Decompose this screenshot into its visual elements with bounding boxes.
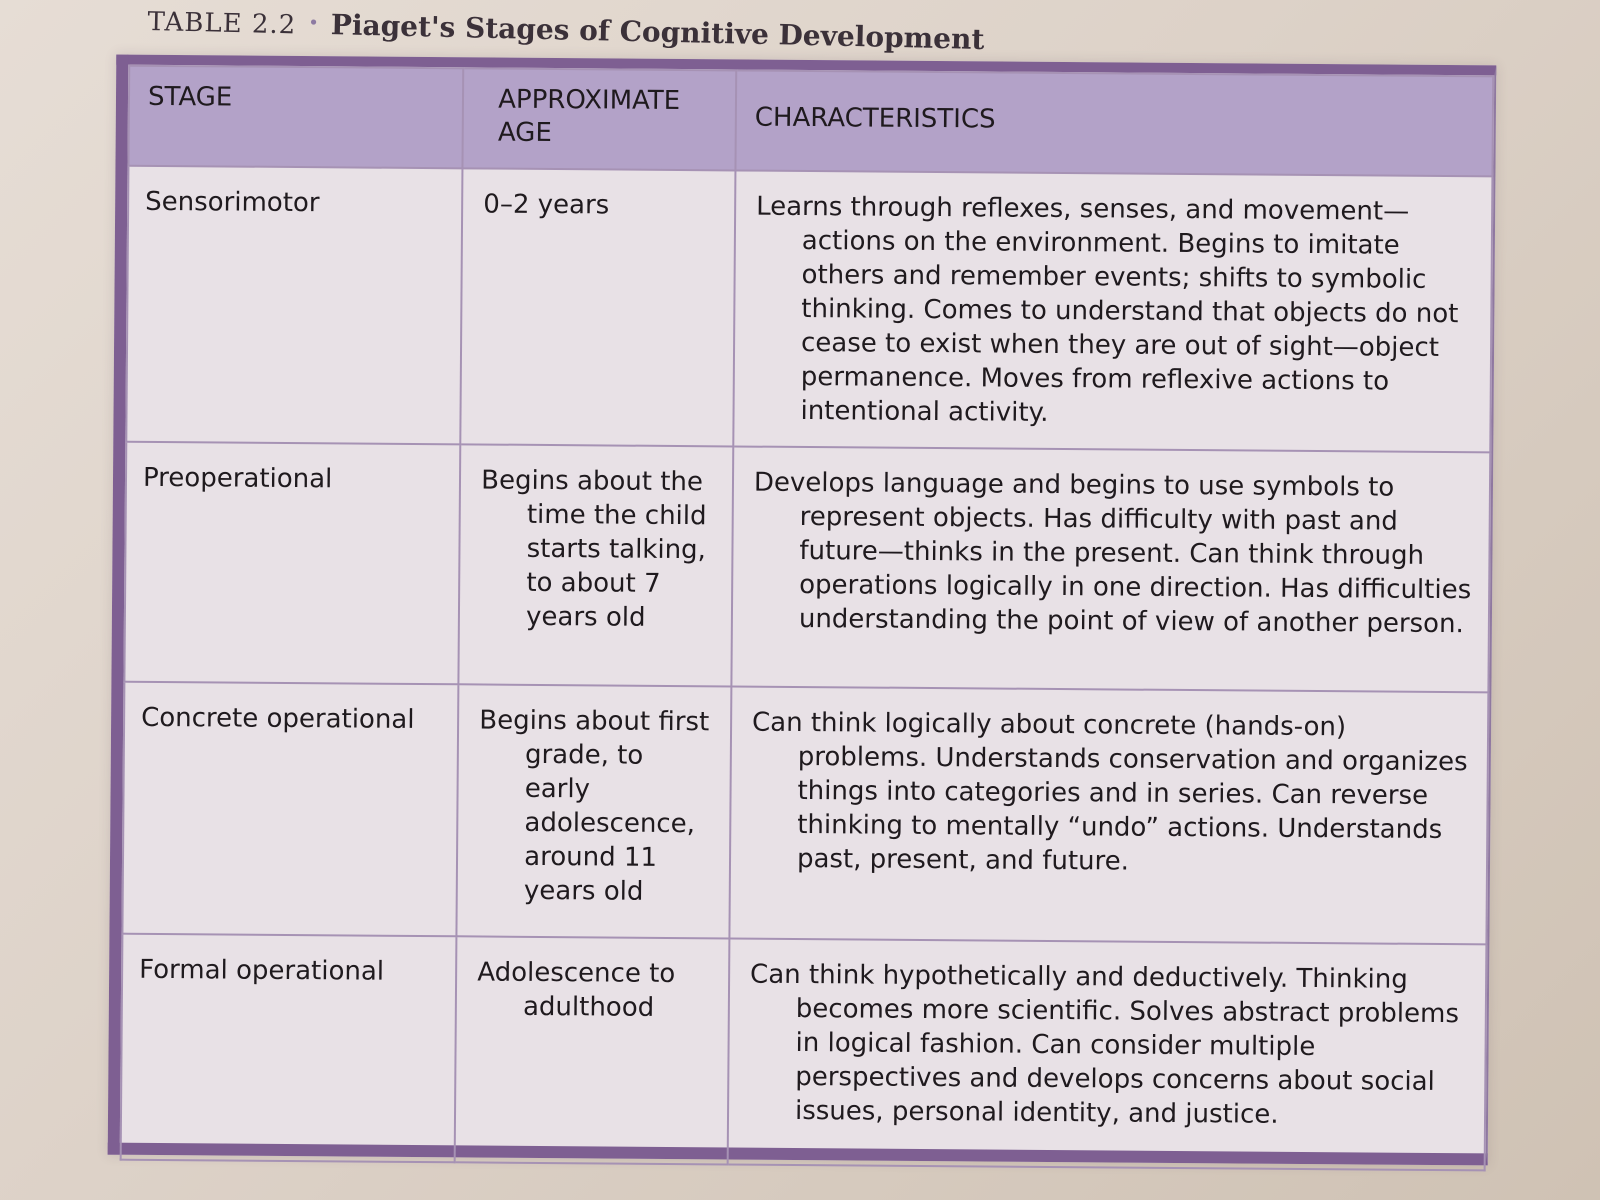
stages-table-frame [108,55,1497,1166]
age-cell: Begins about first grade, to early adolescence, around 11 years old [457,684,732,938]
piaget-stages-table [120,65,1495,1172]
bullet-icon: • [308,12,320,34]
table-caption [147,4,984,56]
table-row [122,682,1488,945]
stage-cell: Formal operational [121,934,457,1163]
header-age: APPROXIMATE AGE [463,68,737,170]
table-row [124,442,1490,693]
table-row [121,934,1487,1171]
characteristics-cell: Develops language and begins to use symbols to represent objects. Has difficulty with past and future—thinks in the present. Can think through operations logically in one direction. Has difficulties understanding the point of view of another person. [731,446,1490,692]
table-number: TABLE 2.2 [147,6,297,41]
age-cell: 0–2 years [460,168,735,446]
characteristics-cell: Can think hypothetically and deductively. Thinking becomes more scientific. Solves abstract problems in logical fashion. Can consider multiple perspectives and develops concerns about social issues, personal identity, and justice. [728,938,1487,1170]
stage-cell: Concrete operational [122,682,458,937]
header-characteristics: CHARACTERISTICS [735,70,1493,176]
header-row [128,66,1493,177]
age-cell: Adolescence to adulthood [455,936,730,1164]
header-stage: STAGE [128,66,463,169]
age-cell: Begins about the time the child starts talking, to about 7 years old [459,444,734,686]
table-title: Piaget's Stages of Cognitive Development [330,8,985,56]
stage-cell: Preoperational [124,442,460,685]
characteristics-cell: Learns through reflexes, senses, and movement—actions on the environment. Begins to imitate others and remember events; shifts to symbolic thinking. Comes to understand that objects do not cease to exist when they are out of sight—object permanence. Moves from reflexive actions to intentional activity. [733,170,1492,452]
characteristics-cell: Can think logically about concrete (hands-on) problems. Understands conservation and organizes things into categories and in series. Can reverse thinking to mentally “undo” actions. Understands past, present, and future. [729,686,1488,944]
stage-cell: Sensorimotor [126,166,462,445]
table-row [126,166,1492,453]
